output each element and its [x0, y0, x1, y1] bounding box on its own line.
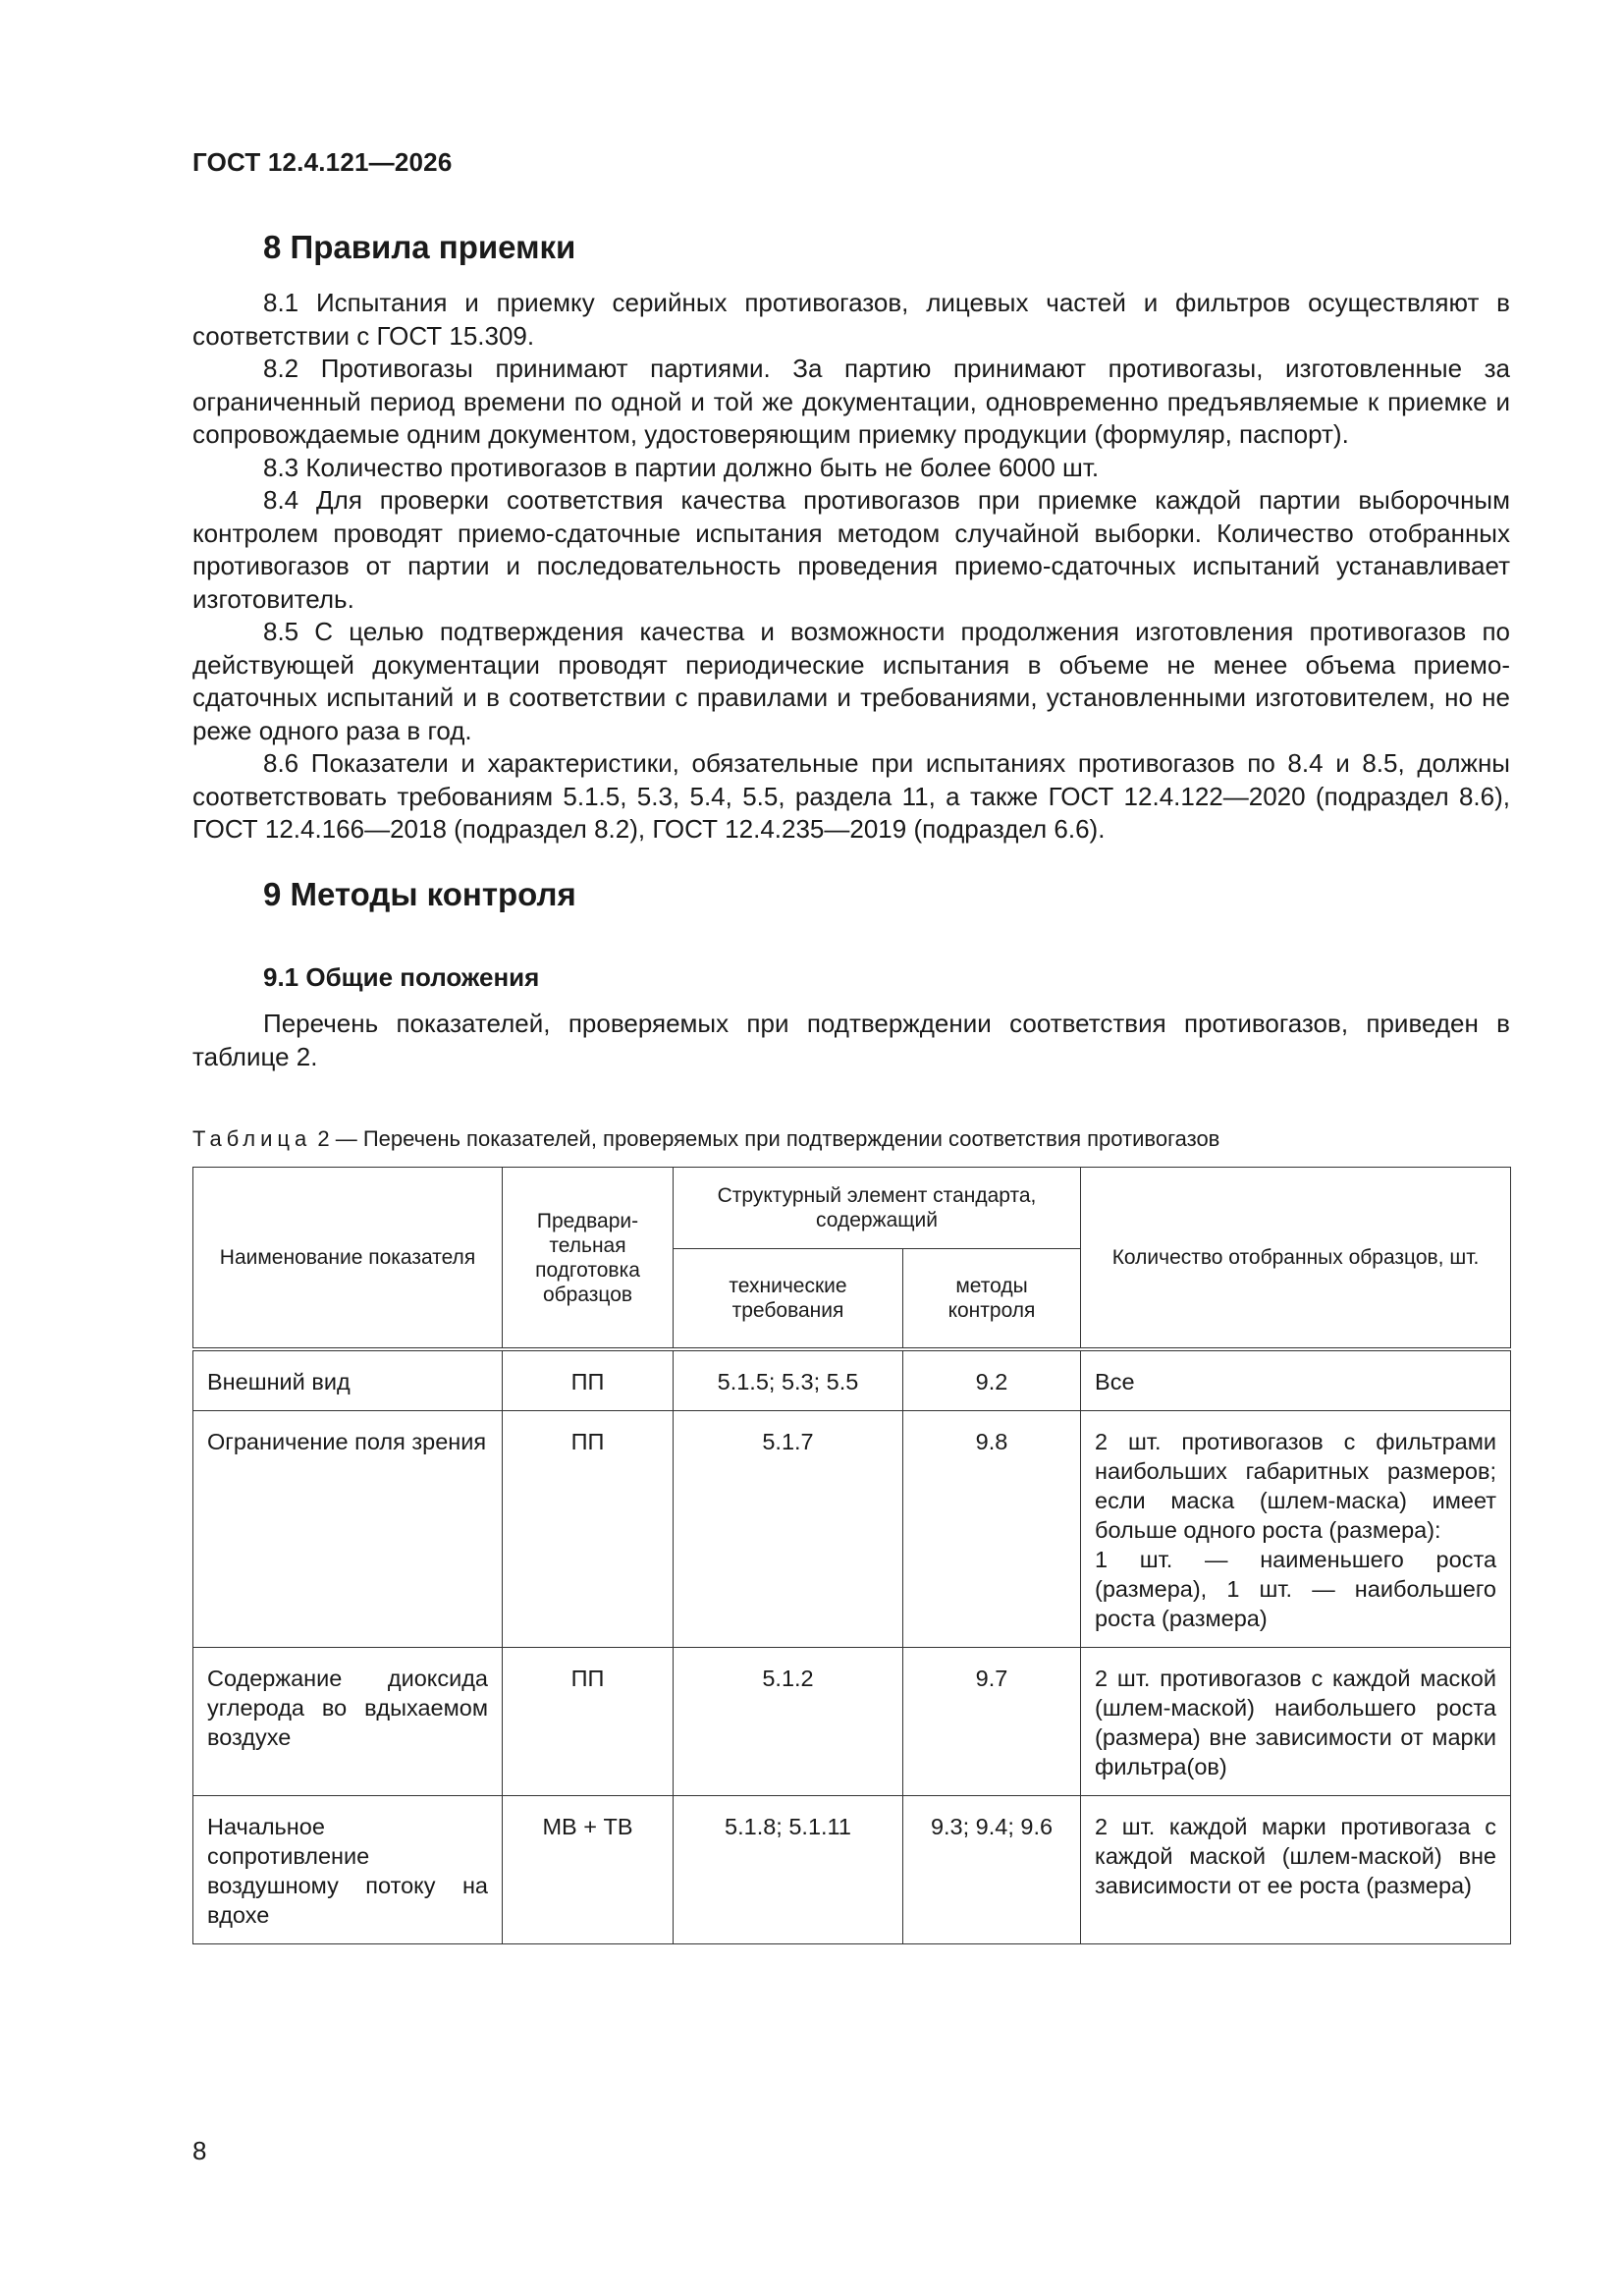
cell-count: 2 шт. каждой марки противогаза с каждой маской (шлем-маской) вне зависимости от ее роста (размера): [1081, 1796, 1511, 1944]
cell-count: Все: [1081, 1349, 1511, 1411]
section-8-body: [192, 287, 1510, 847]
table-caption-text: 2 — Перечень показателей, проверяемых при подтверждении соответствия противогазов: [311, 1126, 1220, 1151]
paragraph-8-6: 8.6 Показатели и характеристики, обязательные при испытаниях противогазов по 8.4 и 8.5, должны соответствовать требованиям 5.1.5, 5.3, 5.4, 5.5, раздела 11, а также ГОСТ 12.4.122—2020 (подраздел 8.6), ГОСТ 12.4.166—2018 (подраздел 8.2), ГОСТ 12.4.235—2019 (подраздел 6.6).: [192, 748, 1510, 844]
cell-prep: ПП: [503, 1349, 674, 1411]
table-2-caption: [192, 1126, 1219, 1152]
table-caption-label: Таблица: [192, 1126, 312, 1151]
header-tech: технические требования: [674, 1249, 903, 1350]
table-row: [193, 1411, 1511, 1648]
header-name: Наименование показателя: [193, 1168, 503, 1350]
cell-prep: ПП: [503, 1648, 674, 1796]
subsection-9-1-title: 9.1 Общие положения: [263, 962, 540, 992]
table-header-row-top: [193, 1168, 1511, 1249]
header-prep: Предвари-тельная подготовка образцов: [503, 1168, 674, 1350]
paragraph-9-1: Перечень показателей, проверяемых при подтверждении соответствия противогазов, приведен в таблице 2.: [192, 1009, 1510, 1071]
cell-tech: 5.1.5; 5.3; 5.5: [674, 1349, 903, 1411]
table-2: [192, 1167, 1511, 1944]
table-row: [193, 1648, 1511, 1796]
cell-name: Ограничение поля зрения: [193, 1411, 503, 1648]
paragraph-8-3: 8.3 Количество противогазов в партии должно быть не более 6000 шт.: [263, 452, 1100, 482]
cell-name: Внешний вид: [193, 1349, 503, 1411]
cell-methods: 9.3; 9.4; 9.6: [903, 1796, 1081, 1944]
section-9-title: 9 Методы контроля: [263, 876, 576, 912]
cell-tech: 5.1.7: [674, 1411, 903, 1648]
cell-count-line-1: 2 шт. противогазов с фильтрами наибольших габаритных размеров; если маска (шлем-маска) имеет больше одного роста (размера):: [1095, 1429, 1497, 1543]
header-count: Количество отобранных образцов, шт.: [1081, 1168, 1511, 1350]
section-8-title: 8 Правила приемки: [263, 229, 576, 265]
table-row: [193, 1796, 1511, 1944]
paragraph-8-5: 8.5 С целью подтверждения качества и возможности продолжения изготовления противогазов по действующей документации проводят периодические испытания в объеме не менее объема приемо-сдаточных испытаний и в соответствии с правилами и требованиями, установленными изготовителем, но не реже одного раза в год.: [192, 617, 1510, 745]
subsection-9-1-body: [192, 1008, 1510, 1073]
header-struct: Структурный элемент стандарта, содержащий: [674, 1168, 1081, 1249]
cell-prep: ПП: [503, 1411, 674, 1648]
paragraph-8-4: 8.4 Для проверки соответствия качества противогазов при приемке каждой партии выборочным контролем проводят приемо-сдаточные испытания методом случайной выборки. Количество отобранных противогазов от партии и последовательность проведения приемо-сдаточных испытаний устанавливает изготовитель.: [192, 485, 1510, 614]
page-number: 8: [192, 2136, 207, 2165]
cell-methods: 9.2: [903, 1349, 1081, 1411]
cell-name: Начальное сопротивление воздушному потоку на вдохе: [193, 1796, 503, 1944]
cell-tech: 5.1.8; 5.1.11: [674, 1796, 903, 1944]
table-row: [193, 1349, 1511, 1411]
cell-methods: 9.7: [903, 1648, 1081, 1796]
cell-methods: 9.8: [903, 1411, 1081, 1648]
paragraph-8-1: 8.1 Испытания и приемку серийных противогазов, лицевых частей и фильтров осуществляют в соответствии с ГОСТ 15.309.: [192, 288, 1510, 351]
paragraph-8-2: 8.2 Противогазы принимают партиями. За партию принимают противогазы, изготовленные за ограниченный период времени по одной и той же документации, одновременно предъявляемые к приемке и сопровождаемые одним документом, удостоверяющим приемку продукции (формуляр, паспорт).: [192, 354, 1510, 449]
cell-count: [1081, 1411, 1511, 1648]
cell-count-line-2: 1 шт. — наименьшего роста (размера), 1 шт. — наибольшего роста (размера): [1095, 1547, 1497, 1631]
cell-tech: 5.1.2: [674, 1648, 903, 1796]
cell-prep: МВ + ТВ: [503, 1796, 674, 1944]
cell-count: 2 шт. противогазов с каждой маской (шлем-маской) наибольшего роста (размера) вне зависимости от марки фильтра(ов): [1081, 1648, 1511, 1796]
cell-name: Содержание диоксида углерода во вдыхаемом воздухе: [193, 1648, 503, 1796]
header-methods: методы контроля: [903, 1249, 1081, 1350]
document-id: ГОСТ 12.4.121—2026: [192, 147, 453, 177]
